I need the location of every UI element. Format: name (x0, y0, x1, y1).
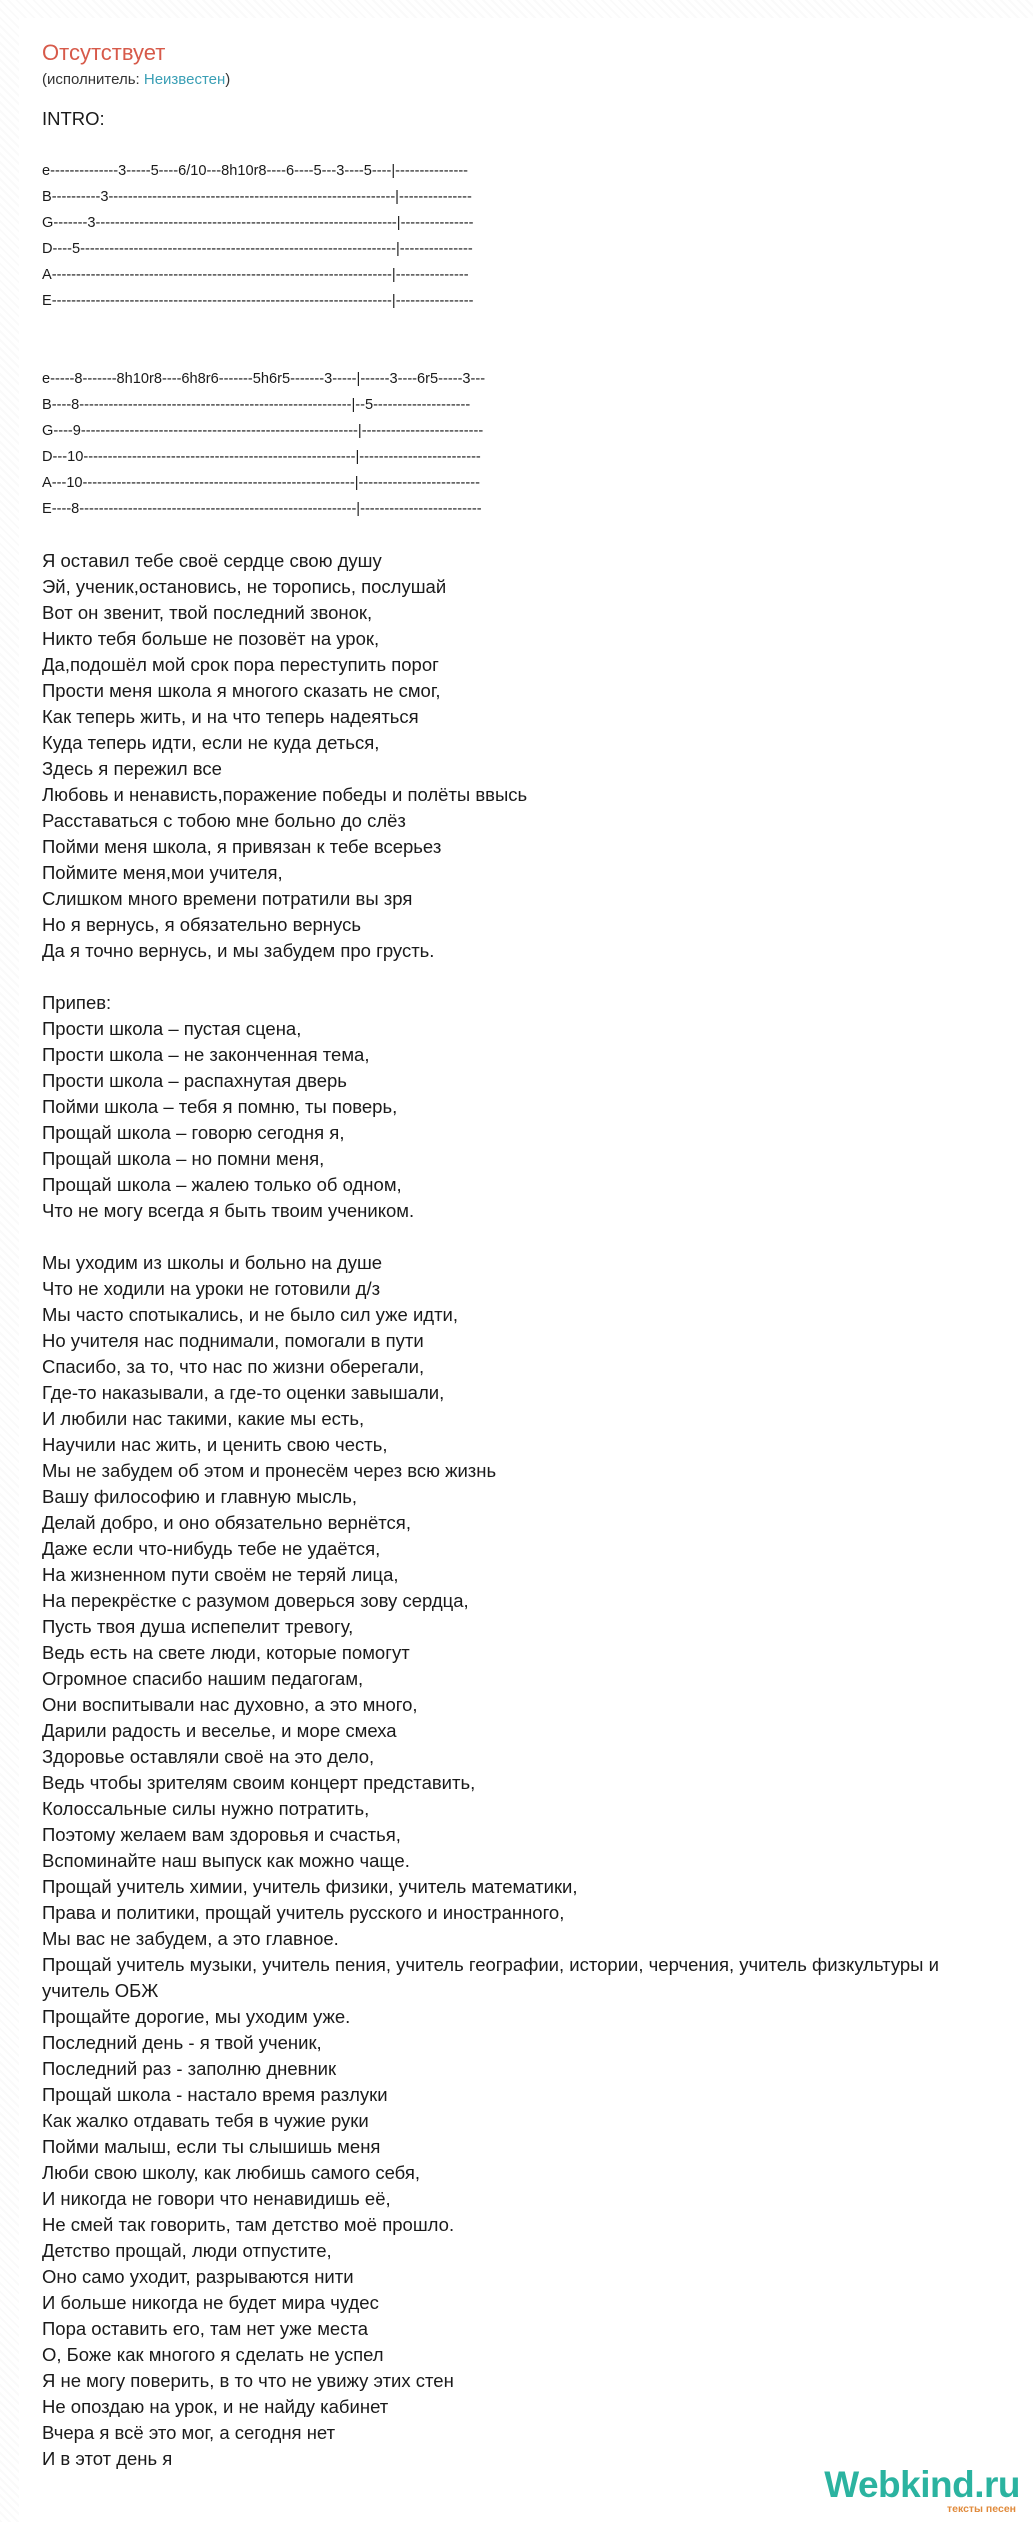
lyric-line: Последний раз - заполню дневник (42, 2058, 337, 2079)
lyric-line: Научили нас жить, и ценить свою честь, (42, 1434, 388, 1455)
lyric-line: Прощай школа – жалею только об одном, (42, 1174, 402, 1195)
lyric-line: Не смей так говорить, там детство моё прошло. (42, 2214, 455, 2235)
lyric-line: На перекрёстке с разумом доверься зову сердца, (42, 1590, 469, 1611)
lyric-line: Мы уходим из школы и больно на душе (42, 1252, 383, 1273)
lyric-line: Пойми меня школа, я привязан к тебе всерьез (42, 836, 442, 857)
lyric-line: Куда теперь идти, если не куда деться, (42, 732, 380, 753)
lyric-line: Что не ходили на уроки не готовили д/з (42, 1278, 381, 1299)
lyric-line: Колоссальные силы нужно потратить, (42, 1798, 370, 1819)
lyric-line: Даже если что-нибудь тебе не удаётся, (42, 1538, 381, 1559)
lyric-line: Здесь я пережил все (42, 758, 222, 779)
lyric-line: Слишком много времени потратили вы зря (42, 888, 413, 909)
lyric-line: Расставаться с тобою мне больно до слёз (42, 810, 406, 831)
lyric-line: INTRO: (42, 108, 105, 129)
lyric-line: Прости школа – не законченная тема, (42, 1044, 370, 1065)
lyric-line: Прощайте дорогие, мы уходим уже. (42, 2006, 351, 2027)
lyric-line: Спасибо, за то, что нас по жизни оберегали, (42, 1356, 425, 1377)
lyric-line: О, Боже как многого я сделать не успел (42, 2344, 384, 2365)
lyrics-text (42, 106, 939, 2472)
lyric-line: A---10--------------------------------------------------------|------------------------- (42, 475, 480, 491)
lyric-line: E----8---------------------------------------------------------|------------------------- (42, 501, 482, 517)
lyric-line: G----9---------------------------------------------------------|------------------------- (42, 423, 484, 439)
lyric-line: Вспоминайте наш выпуск как можно чаще. (42, 1850, 410, 1871)
lyric-line: Дарили радость и веселье, и море смеха (42, 1720, 397, 1741)
lyric-line: Мы не забудем об этом и пронесём через всю жизнь (42, 1460, 497, 1481)
lyric-line: e-----8-------8h10r8----6h8r6-------5h6r5-------3-----|------3----6r5-----3--- (42, 371, 486, 387)
lyric-line: Но учителя нас поднимали, помогали в пути (42, 1330, 424, 1351)
lyric-line: Я оставил тебе своё сердце свою душу (42, 550, 382, 571)
lyric-line: Вчера я всё это мог, а сегодня нет (42, 2422, 336, 2443)
lyric-line: Я не могу поверить, в то что не увижу этих стен (42, 2370, 454, 2391)
lyric-line: Пойми малыш, если ты слышишь меня (42, 2136, 381, 2157)
lyric-line: Мы вас не забудем, а это главное. (42, 1928, 339, 1949)
lyric-line: Эй, ученик,остановись, не торопись, послушай (42, 576, 447, 597)
lyric-line: Здоровье оставляли своё на это дело, (42, 1746, 375, 1767)
lyric-line: G-------3--------------------------------------------------------------|--------------- (42, 215, 474, 231)
lyric-line (42, 132, 939, 158)
lyric-line: Но я вернусь, я обязательно вернусь (42, 914, 361, 935)
logo-tagline: тексты песен (946, 2503, 1016, 2515)
lyric-line: Прости школа – распахнутая дверь (42, 1070, 347, 1091)
lyric-line: Люби свою школу, как любишь самого себя, (42, 2162, 420, 2183)
lyric-line: B----------3-----------------------------------------------------------|--------------- (42, 189, 472, 205)
lyric-line (42, 1224, 939, 1250)
lyric-line: Прости школа – пустая сцена, (42, 1018, 302, 1039)
lyric-line: Прощай учитель химии, учитель физики, учитель математики, (42, 1876, 578, 1897)
lyric-line: Где-то наказывали, а где-то оценки завышали, (42, 1382, 445, 1403)
lyric-line: Прощай школа – говорю сегодня я, (42, 1122, 345, 1143)
artist-link[interactable]: Неизвестен (143, 71, 226, 88)
lyric-line: Не опоздаю на урок, и не найду кабинет (42, 2396, 389, 2417)
lyric-line: И больше никогда не будет мира чудес (42, 2292, 379, 2313)
lyric-line: Поэтому желаем вам здоровья и счастья, (42, 1824, 401, 1845)
lyric-line: И никогда не говори что ненавидишь её, (42, 2188, 391, 2209)
artist-line (42, 71, 230, 88)
lyric-line: A----------------------------------------------------------------------|--------------- (42, 267, 469, 283)
lyric-line: D----5-----------------------------------------------------------------|--------------- (42, 241, 473, 257)
lyric-line: Делай добро, и оно обязательно вернётся, (42, 1512, 411, 1533)
lyric-line: Поймите меня,мои учителя, (42, 862, 283, 883)
lyric-line: Припев: (42, 992, 112, 1013)
site-logo[interactable] (796, 2464, 1020, 2514)
lyric-line: Никто тебя больше не позовёт на урок, (42, 628, 380, 649)
lyric-line: Оно само уходит, разрываются нити (42, 2266, 354, 2287)
lyric-line: Любовь и ненависть,поражение победы и полёты ввысь (42, 784, 528, 805)
lyric-line: Прости меня школа я многого сказать не смог, (42, 680, 441, 701)
lyric-line: Как жалко отдавать тебя в чужие руки (42, 2110, 369, 2131)
page-content (19, 18, 1033, 2522)
lyric-line (42, 964, 939, 990)
lyric-line: Пойми школа – тебя я помню, ты поверь, (42, 1096, 398, 1117)
artist-suffix: ) (225, 71, 231, 88)
lyric-line: Детство прощай, люди отпустите, (42, 2240, 332, 2261)
lyric-line: Пора оставить его, там нет уже места (42, 2318, 368, 2339)
logo-wordmark: Webkind.ru (824, 2464, 1020, 2505)
song-title: Отсутствует (42, 40, 166, 65)
lyric-line: Последний день - я твой ученик, (42, 2032, 322, 2053)
lyric-line: Прощай учитель музыки, учитель пения, учитель географии, истории, черчения, учитель физкультуры и (42, 1954, 939, 1975)
lyric-line: Они воспитывали нас духовно, а это много, (42, 1694, 418, 1715)
lyric-line: Как теперь жить, и на что теперь надеяться (42, 706, 419, 727)
lyric-line: Прощай школа - настало время разлуки (42, 2084, 388, 2105)
lyric-line: E----------------------------------------------------------------------|---------------- (42, 293, 474, 309)
lyric-line: Вот он звенит, твой последний звонок, (42, 602, 373, 623)
lyric-line: Права и политики, прощай учитель русского и иностранного, (42, 1902, 565, 1923)
lyric-line: e--------------3-----5----6/10---8h10r8----6----5---3----5----|--------------- (42, 163, 469, 179)
lyric-line: учитель ОБЖ (42, 1980, 159, 2001)
lyric-line: На жизненном пути своём не теряй лица, (42, 1564, 399, 1585)
lyric-line: B----8--------------------------------------------------------|--5-------------------- (42, 397, 471, 413)
lyric-line: Прощай школа – но помни меня, (42, 1148, 325, 1169)
artist-prefix: (исполнитель: (42, 71, 144, 88)
lyric-line: Да я точно вернусь, и мы забудем про грусть. (42, 940, 435, 961)
lyric-line (42, 340, 939, 366)
lyric-line: Огромное спасибо нашим педагогам, (42, 1668, 364, 1689)
lyric-line: Ведь чтобы зрителям своим концерт представить, (42, 1772, 476, 1793)
lyric-line: Пусть твоя душа испепелит тревогу, (42, 1616, 354, 1637)
lyric-line: D---10--------------------------------------------------------|------------------------- (42, 449, 481, 465)
lyric-line: Вашу философию и главную мысль, (42, 1486, 358, 1507)
lyric-line: Что не могу всегда я быть твоим учеником. (42, 1200, 415, 1221)
lyric-line: Мы часто спотыкались, и не было сил уже идти, (42, 1304, 459, 1325)
lyric-line: И любили нас такими, какие мы есть, (42, 1408, 365, 1429)
lyric-line (42, 522, 939, 548)
lyric-line: И в этот день я (42, 2448, 173, 2469)
lyric-line (42, 314, 939, 340)
lyric-line: Ведь есть на свете люди, которые помогут (42, 1642, 410, 1663)
lyric-line: Да,подошёл мой срок пора переступить порог (42, 654, 439, 675)
